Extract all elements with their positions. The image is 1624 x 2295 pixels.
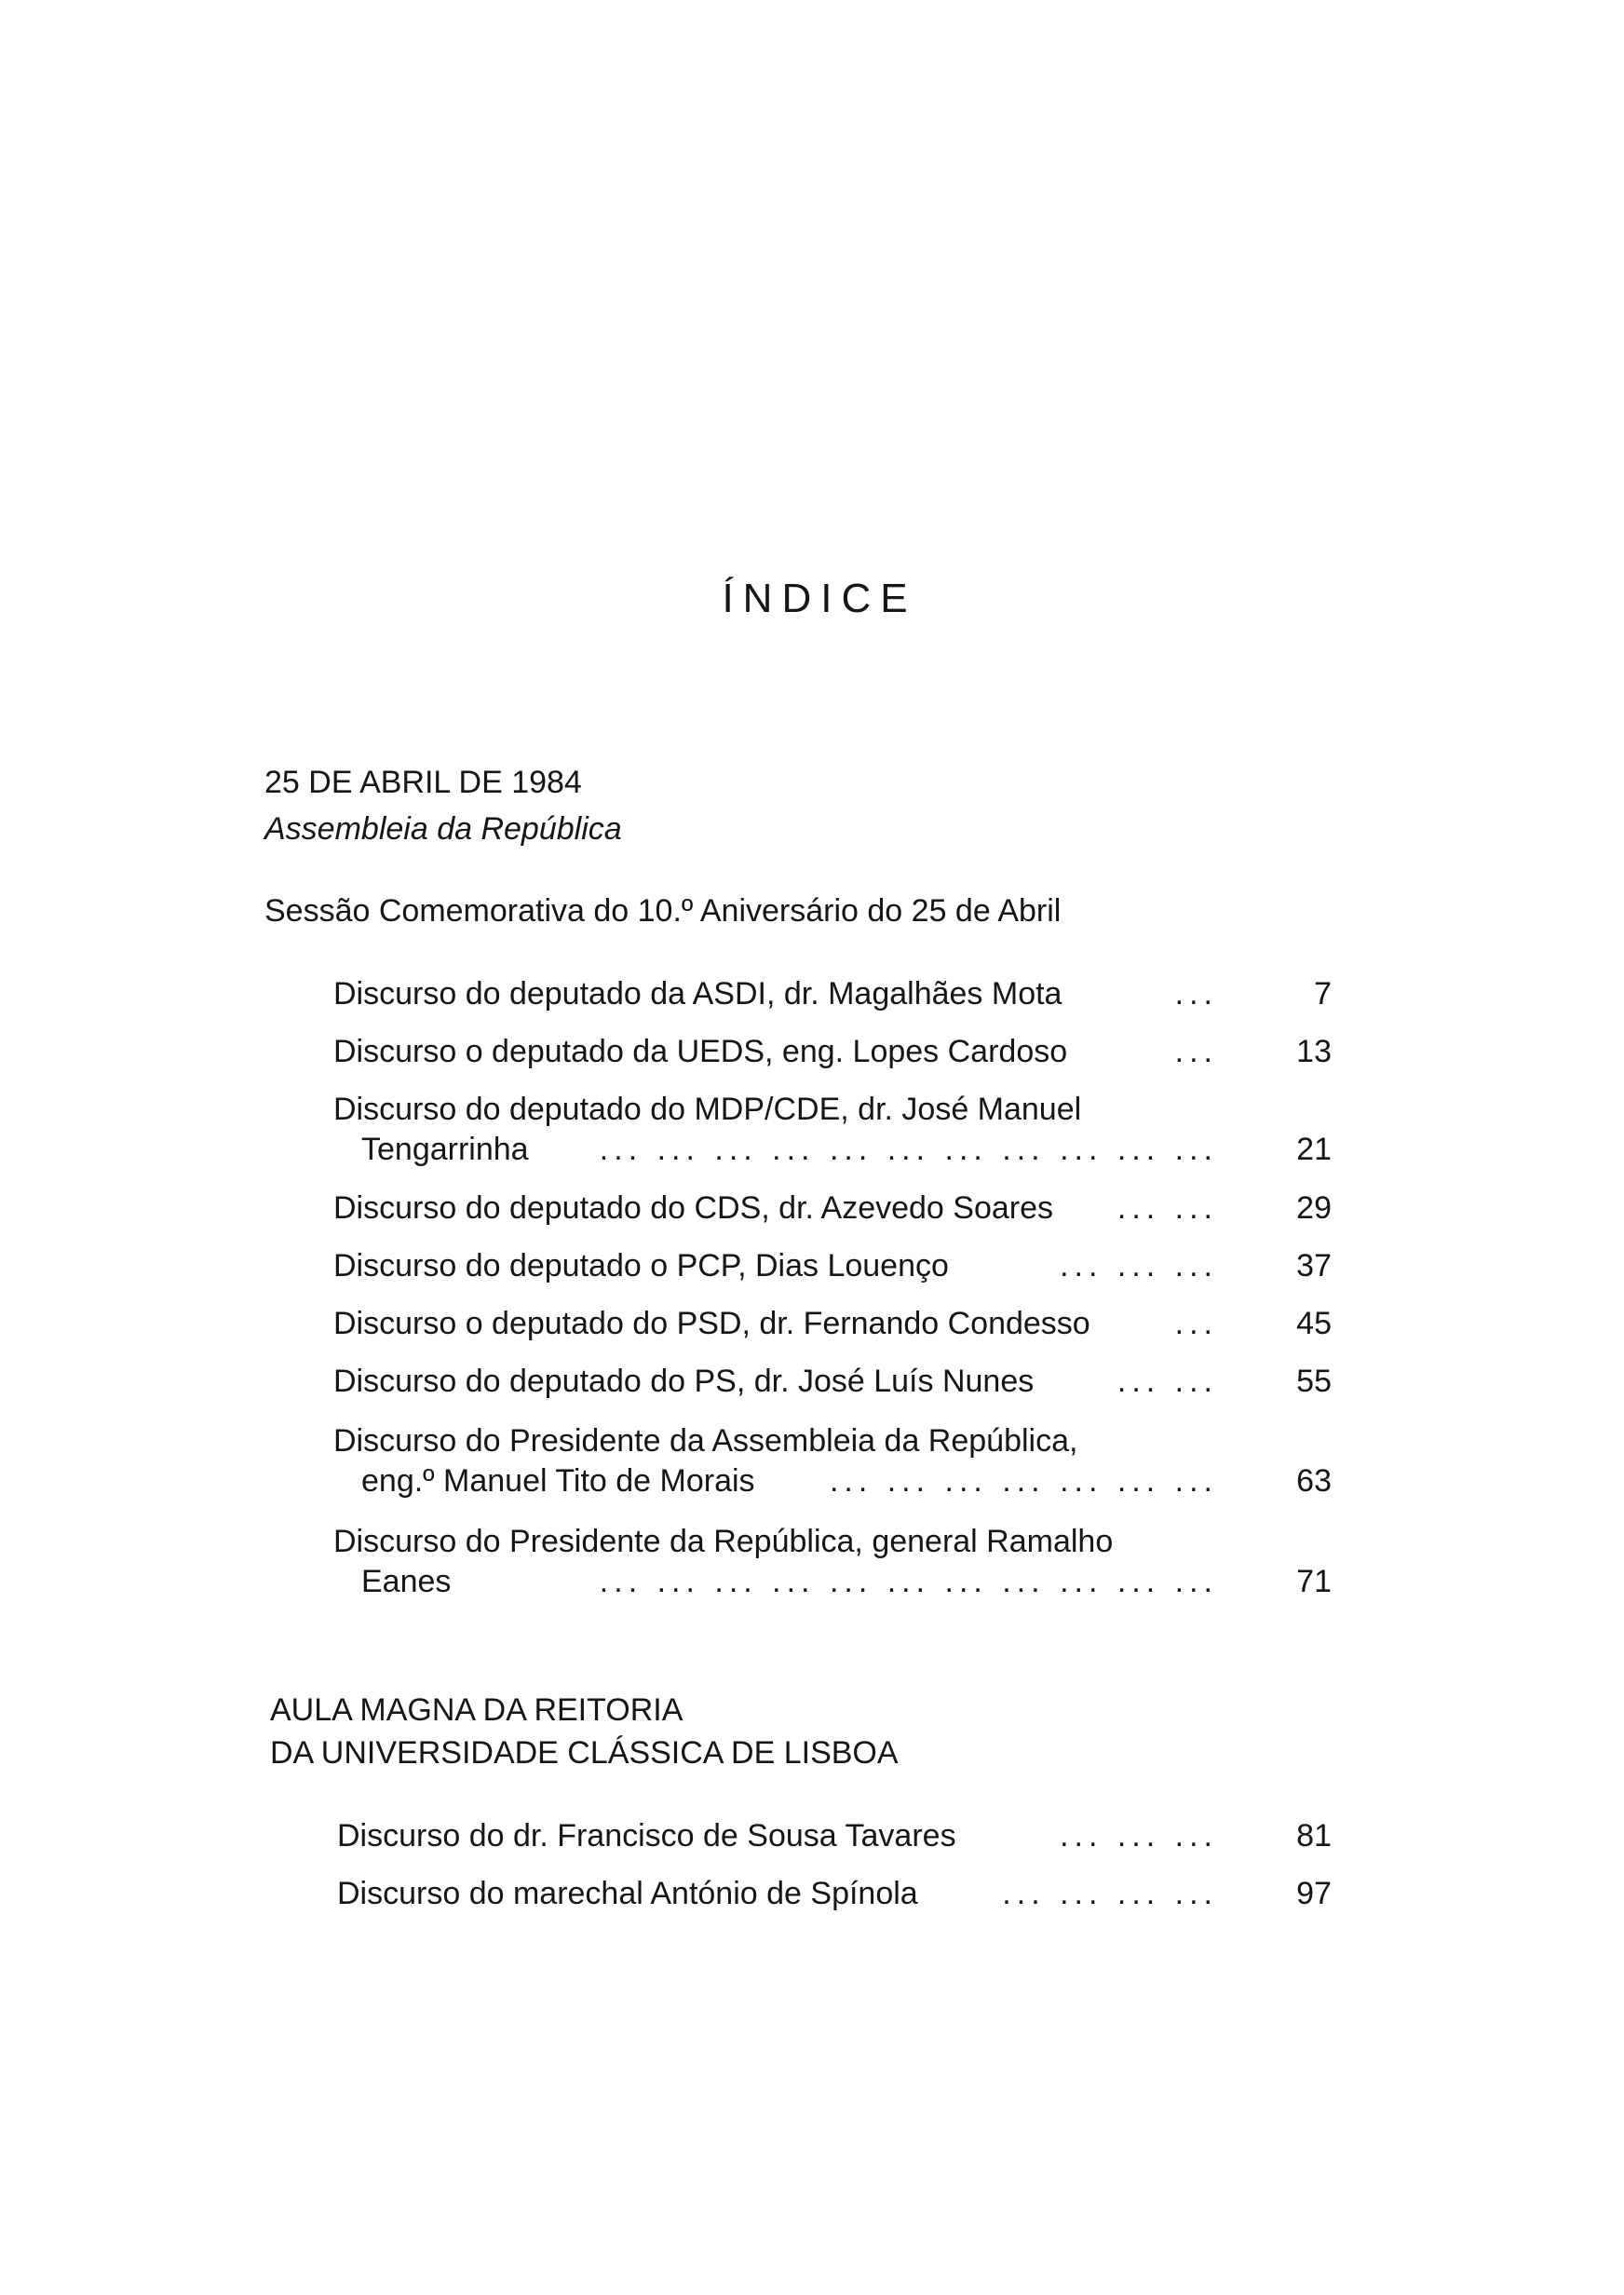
toc-entry bbox=[333, 1421, 1218, 1501]
page-number: 97 bbox=[1296, 1876, 1332, 1911]
page-number: 13 bbox=[1296, 1034, 1332, 1069]
toc-entry bbox=[333, 1188, 1218, 1229]
entry-text-continued: eng.º Manuel Tito de Morais bbox=[361, 1463, 755, 1499]
page-number: 21 bbox=[1296, 1132, 1332, 1167]
toc-entry bbox=[333, 1246, 1218, 1286]
entry-text: Discurso do Presidente da Assembleia da República, bbox=[333, 1423, 1078, 1459]
dot-leader: ... bbox=[1174, 1034, 1218, 1069]
toc-entry bbox=[333, 1090, 1218, 1170]
page-number: 29 bbox=[1296, 1190, 1332, 1226]
page-number: 55 bbox=[1296, 1364, 1332, 1399]
entry-text: Discurso do deputado do CDS, dr. Azevedo Soares bbox=[333, 1190, 1054, 1226]
entry-text: Discurso do deputado do PS, dr. José Luís Nunes bbox=[333, 1364, 1035, 1399]
toc-entry bbox=[333, 1362, 1218, 1402]
entry-text: Discurso do deputado da ASDI, dr. Magalhães Mota bbox=[333, 976, 1062, 1012]
toc-entry bbox=[333, 1522, 1218, 1602]
dot-leader: ... ... ... ... ... ... ... ... ... ... ... bbox=[599, 1132, 1218, 1167]
dot-leader: ... ... bbox=[1116, 1364, 1218, 1399]
section2-heading-line2: DA UNIVERSIDADE CLÁSSICA DE LISBOA bbox=[270, 1735, 899, 1771]
section-date: 25 DE ABRIL DE 1984 bbox=[264, 765, 582, 800]
dot-leader: ... bbox=[1174, 1306, 1218, 1341]
entry-text: Discurso do deputado o PCP, Dias Louenço bbox=[333, 1248, 949, 1283]
toc-entry bbox=[337, 1874, 1218, 1914]
toc-entry bbox=[333, 974, 1218, 1014]
dot-leader: ... bbox=[1174, 976, 1218, 1012]
entry-text: Discurso o deputado do PSD, dr. Fernando Condesso bbox=[333, 1306, 1090, 1341]
entry-text: Discurso o deputado da UEDS, eng. Lopes Cardoso bbox=[333, 1034, 1068, 1069]
entry-text: Discurso do marechal António de Spínola bbox=[337, 1876, 918, 1911]
entry-text: Discurso do dr. Francisco de Sousa Tavares bbox=[337, 1818, 956, 1854]
toc-entry bbox=[337, 1816, 1218, 1856]
dot-leader: ... ... ... bbox=[1060, 1818, 1218, 1854]
toc-entry bbox=[333, 1032, 1218, 1072]
page-number: 71 bbox=[1296, 1564, 1332, 1599]
page-number: 37 bbox=[1296, 1248, 1332, 1283]
toc-entry bbox=[333, 1304, 1218, 1344]
page-number: 63 bbox=[1296, 1463, 1332, 1499]
section-venue: Assembleia da República bbox=[264, 811, 622, 847]
session-title: Sessão Comemorativa do 10.º Aniversário do 25 de Abril bbox=[264, 893, 1062, 929]
entry-text: Discurso do Presidente da República, general Ramalho bbox=[333, 1524, 1114, 1559]
dot-leader: ... ... ... bbox=[1060, 1248, 1218, 1283]
dot-leader: ... ... bbox=[1116, 1190, 1218, 1226]
page-number: 81 bbox=[1296, 1818, 1332, 1854]
page-title: ÍNDICE bbox=[722, 576, 917, 621]
dot-leader: ... ... ... ... ... ... ... bbox=[829, 1463, 1218, 1499]
dot-leader: ... ... ... ... bbox=[1002, 1876, 1218, 1911]
section2-heading-line1: AULA MAGNA DA REITORIA bbox=[270, 1692, 683, 1728]
entry-text-continued: Tengarrinha bbox=[361, 1132, 529, 1167]
entry-text-continued: Eanes bbox=[361, 1564, 452, 1599]
dot-leader: ... ... ... ... ... ... ... ... ... ... ... bbox=[599, 1564, 1218, 1599]
page-number: 7 bbox=[1314, 976, 1332, 1012]
page-number: 45 bbox=[1296, 1306, 1332, 1341]
entry-text: Discurso do deputado do MDP/CDE, dr. José Manuel bbox=[333, 1092, 1082, 1127]
